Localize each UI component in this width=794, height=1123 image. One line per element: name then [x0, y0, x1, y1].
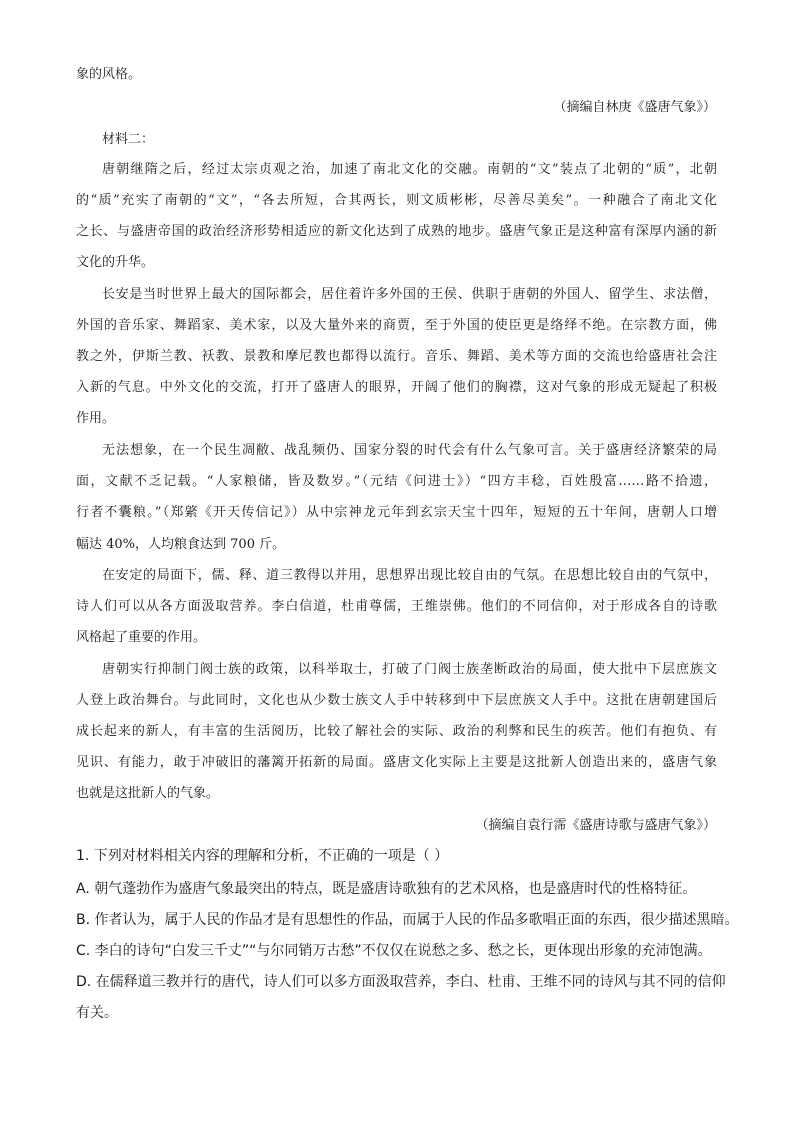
- paragraph-line: 长安是当时世界上最大的国际都会，居住着许多外国的王侯、供职于唐朝的外国人、留学生、求法僧，: [102, 287, 717, 302]
- paragraph-line: 诗人们可以从各方面汲取营养。李白信道，杜甫尊儒，王维崇佛。他们的不同信仰，对于形成各自的诗歌: [76, 599, 717, 614]
- option-d: D. 在儒释道三教并行的唐代，诗人们可以多方面汲取营养，李白、杜甫、王维不同的诗风与其不同的信仰: [76, 974, 726, 990]
- option-c: C. 李白的诗句“白发三千丈”“与尔同销万古愁”不仅仅在说愁之多、愁之长，更体现出形象的充沛饱满。: [76, 943, 712, 959]
- paragraph-line: 风格起了重要的作用。: [76, 630, 207, 645]
- paragraph-line: 唐朝继隋之后，经过太宗贞观之治，加速了南北文化的交融。南朝的“文”装点了北朝的“质”，北朝: [102, 162, 717, 177]
- paragraph-line: 唐朝实行抑制门阀士族的政策，以科举取士，打破了门阀士族垄断政治的局面，使大批中下层庶族文: [102, 662, 717, 677]
- paragraph-line: 教之外，伊斯兰教、袄教、景教和摩尼教也都得以流行。音乐、舞蹈、美术等方面的交流也给盛唐社会注: [76, 349, 717, 364]
- paragraph-line: 之长、与盛唐帝国的政治经济形势相适应的新文化达到了成熟的地步。盛唐气象正是这种富有深厚内涵的新: [76, 224, 717, 239]
- material1-source: （摘编自林庚《盛唐气象》）: [553, 100, 716, 115]
- paragraph-line: 人登上政治舞台。与此同时，文化也从少数士族文人手中转移到中下层庶族文人手中。这批在唐朝建国后: [76, 693, 717, 708]
- paragraph-line: 文化的升华。: [76, 255, 155, 270]
- paragraph-line: 也就是这批新人的气象。: [76, 786, 220, 801]
- paragraph-line: 在安定的局面下，儒、释、道三教得以并用，思想界出现比较自由的气氛。在思想比较自由的气氛中，: [102, 568, 717, 583]
- paragraph-line: 入新的气息。中外文化的交流，打开了盛唐人的眼界，开阔了他们的胸襟，这对气象的形成无疑起了积极: [76, 380, 717, 395]
- paragraph-line: 面，文献不乏记载。“人家粮储，皆及数岁。”（元结《问进士》）“四方丰稔，百姓殷富……路不拾遗，: [76, 474, 717, 489]
- paragraph-line: 行者不囊粮。”（郑綮《开天传信记》）从中宗神龙元年到玄宗天宝十四年，短短的五十年间，唐朝人口增: [76, 505, 717, 520]
- paragraph-line: 无法想象，在一个民生凋敝、战乱频仍、国家分裂的时代会有什么气象可言。关于盛唐经济繁荣的局: [102, 443, 717, 458]
- paragraph-line: 幅达 40%，人均粮食达到 700 斤。: [76, 537, 286, 552]
- material2-heading: 材料二：: [102, 132, 155, 147]
- paragraph-line: 外国的音乐家、舞蹈家、美术家，以及大量外来的商贾，至于外国的使臣更是络绎不绝。在宗教方面，佛: [76, 318, 717, 333]
- paragraph-line: 见识、有能力，敢于冲破旧的藩篱开拓新的局面。盛唐文化实际上主要是这批新人创造出来的，盛唐气象: [76, 755, 717, 770]
- option-a: A. 朝气蓬勃作为盛唐气象最突出的特点，既是盛唐诗歌独有的艺术风格，也是盛唐时代的性格特征。: [76, 881, 697, 897]
- paragraph-line: 作用。: [76, 411, 116, 426]
- option-b: B. 作者认为，属于人民的作品才是有思想性的作品，而属于人民的作品多歌唱正面的东西，很少描述黑暗。: [76, 912, 739, 928]
- material1-last-line: 象的风格。: [76, 67, 142, 82]
- paragraph-line: 的“质”充实了南朝的“文”，“各去所短，合其两长，则文质彬彬，尽善尽美矣”。一种融合了南北文化: [76, 193, 717, 208]
- paragraph-line: 成长起来的新人，有丰富的生活阅历，比较了解社会的实际、政治的利弊和民生的疾苦。他们有抱负、有: [76, 724, 717, 739]
- material2-source: （摘编自袁行霈《盛唐诗歌与盛唐气象》）: [475, 818, 716, 833]
- option-d-continued: 有关。: [76, 1005, 118, 1021]
- question-stem: 1. 下列对材料相关内容的理解和分析，不正确的一项是（ ）: [76, 848, 449, 864]
